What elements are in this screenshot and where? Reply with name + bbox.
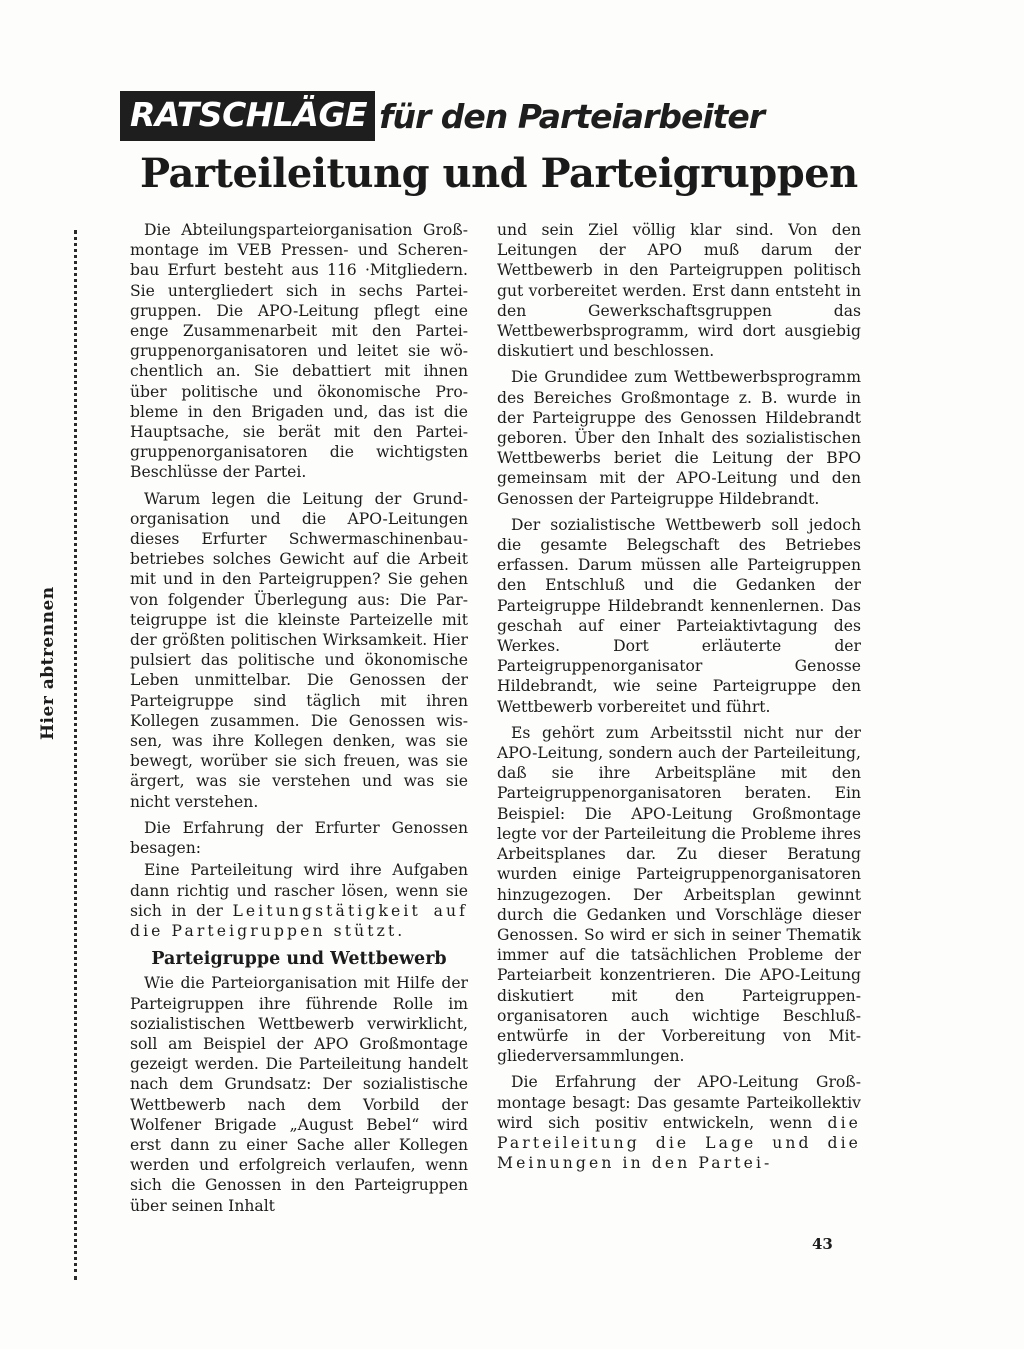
- spaced-emphasis-text: Leitungstätigkeit auf die Parteigruppen stützt.: [130, 901, 468, 940]
- left-column: [130, 220, 468, 1222]
- paragraph: Die Abteilungsparteiorganisation Großmontage im VEB Pressen- und Scherenbau Erfurt besteht aus 116 ·Mitgliedern. Sie untergliedert sich in sechs Parteigruppen. Die APO-Leitung pflegt eine enge Zusammenarbeit mit den Parteigruppenorganisatoren und leitet sie wöchentlich an. Sie debattiert mit ihnen über politische und ökonomische Probleme in den Brigaden und, das ist die Hauptsache, sie berät mit den Parteigruppenorganisatoren die wichtigsten Beschlüsse der Partei.: [130, 221, 468, 482]
- paragraph: Die Grundidee zum Wettbewerbsprogramm des Bereiches Großmontage z. B. wurde in der Parteigruppe des Genossen Hildebrandt geboren. Über den Inhalt des sozialistischen Wettbewerbs beriet die Leitung der BPO gemeinsam mit der APO-Leitung und den Genossen der Parteigruppe Hildebrandt.: [497, 368, 861, 508]
- paragraph-text: Die Erfahrung der APO-Leitung Großmontage besagt: Das gesamte Parteikollektiv wird sich positiv entwickeln, wenn: [497, 1073, 861, 1132]
- paragraph: Der sozialistische Wettbewerb soll jedoch die gesamte Belegschaft des Betriebes erfassen. Darum müssen alle Parteigruppen den Entschluß und die Gedanken der Parteigruppe Hildebrandt kennenlernen. Das geschah auf einer Parteiaktivtagung des Werkes. Dort erläuterte der Parteigruppenorganisator Genosse Hildebrandt, wie seine Parteigruppe den Wettbewerb vorbereitet und führt.: [497, 515, 861, 716]
- paragraph: Warum legen die Leitung der Grundorganisation und die APO-Leitungen dieses Erfurter Schwermaschinenbaubetriebes solches Gewicht auf die Arbeit mit und in den Parteigruppen? Sie gehen von folgender Überlegung aus: Die Parteigruppe ist die kleinste Parteizelle mit der größten politischen Wirksamkeit. Hier pulsiert das politische und ökonomische Leben unmittelbar. Die Genossen der Parteigruppe sind täglich mit ihren Kollegen zusammen. Die Genossen wissen, was ihre Kollegen denken, was sie bewegt, worüber sie sich freuen, was sie ärgert, was sie verstehen und was sie nicht verstehen.: [130, 489, 468, 811]
- paragraph: Es gehört zum Arbeitsstil nicht nur der APO-Leitung, sondern auch der Parteileitung, daß sie ihre Arbeitspläne mit den Parteigruppenorganisatoren beraten. Ein Beispiel: Die APO-Leitung Großmontage legte vor der Parteileitung die Probleme ihres Arbeitsplanes dar. Zu dieser Beratung wurden einige Parteigruppenorganisatoren hinzugezogen. Der Arbeitsplan gewinnt durch die Gedanken und Vorschläge dieser Genossen. So wird er sich in seiner Thematik immer auf die tatsächlichen Probleme der Parteiarbeit konzentrieren. Die APO-Leitung diskutiert mit den Parteigruppenorganisatoren auch wichtige Beschlußentwürfe in der Vorbereitung von Mitgliederversammlungen.: [497, 723, 861, 1066]
- paragraph-text: Eine Parteileitung wird ihre Aufgaben dann richtig und rascher lösen, wenn sie sich in der: [130, 861, 468, 920]
- paragraph: Wie die Parteiorganisation mit Hilfe der Parteigruppen ihre führende Rolle im sozialistischen Wettbewerb verwirklicht, soll am Beispiel der APO Großmontage gezeigt werden. Die Parteileitung handelt nach dem Grundsatz: Der sozialistische Wettbewerb nach dem Vorbild der Wolfener Brigade „August Bebel“ wird erst dann zu einer Sache aller Kollegen werden und erfolgreich verlaufen, wenn sich die Genossen in den Parteigruppen über seinen Inhalt: [130, 974, 468, 1215]
- page-number: 43: [812, 1235, 833, 1253]
- cut-here-label: Hier abtrennen: [38, 586, 58, 740]
- right-column: [497, 220, 861, 1179]
- kicker-boxed-text: RATSCHLÄGE: [120, 91, 375, 141]
- series-kicker: [120, 88, 764, 144]
- section-subheading: Parteigruppe und Wettbewerb: [151, 949, 447, 970]
- paragraph-emphasis: [497, 1072, 861, 1173]
- article-title: Parteileitung und Parteigruppen: [140, 150, 858, 197]
- paragraph-emphasis: [130, 860, 468, 941]
- paragraph: Die Erfahrung der Erfurter Genossen besagen:: [130, 818, 468, 858]
- paragraph-continued: und sein Ziel völlig klar sind. Von den Leitungen der APO muß darum der Wettbewerb in den Parteigruppen politisch gut vorbereitet werden. Erst dann entsteht in den Gewerkschaftsgruppen das Wettbewerbsprogramm, wird dort ausgiebig diskutiert und beschlossen.: [497, 221, 861, 361]
- kicker-text: für den Parteiarbeiter: [379, 96, 765, 136]
- spaced-emphasis-text: die Parteileitung die Lage und die Meinungen in den Partei-: [497, 1113, 861, 1173]
- perforation-line: [74, 230, 77, 1280]
